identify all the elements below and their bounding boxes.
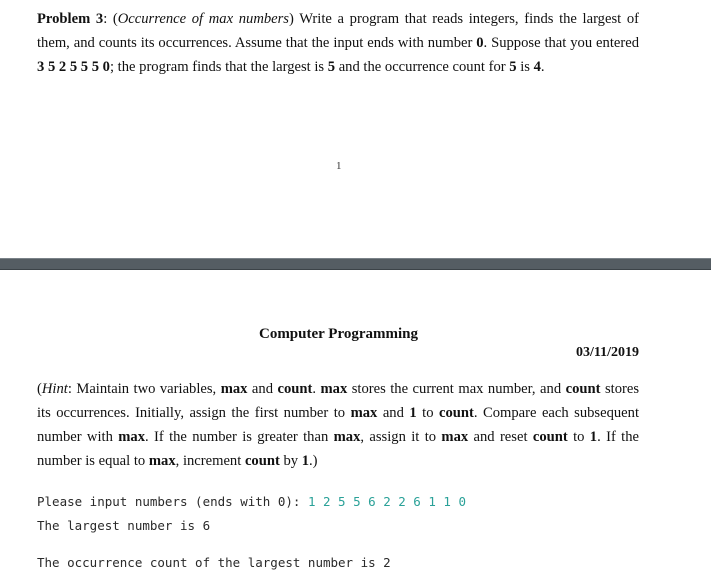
problem-text: ) Write a program that reads integers, finds the largest of them, and counts its occurrences. Assume that the input ends with number <box>37 11 639 51</box>
hint-text: : Maintain two variables, <box>67 381 221 397</box>
keyword-count: count <box>277 381 313 397</box>
problem-text: ; the program finds that the largest is <box>109 59 328 75</box>
keyword-count: count <box>438 405 474 421</box>
keyword-max: max <box>333 429 361 445</box>
console-prompt-line <box>37 494 466 510</box>
hint-text: stores the current max number, and <box>347 381 566 397</box>
keyword-max: max <box>220 381 248 397</box>
keyword-max: max <box>441 429 469 445</box>
keyword-max: max <box>148 453 176 469</box>
problem-subtitle: Occurrence of max numbers <box>117 11 289 27</box>
keyword-max: max <box>350 405 378 421</box>
end-number: 0 <box>476 35 484 51</box>
hint-text: . If the number is greater than <box>145 429 334 445</box>
problem-text: . Suppose that you entered <box>483 35 639 51</box>
hint-text: ( <box>37 381 42 397</box>
keyword-count: count <box>565 381 601 397</box>
console-output-count: The occurrence count of the largest number is 2 <box>37 555 391 570</box>
problem-text: . <box>540 59 545 75</box>
hint-text: to <box>416 405 439 421</box>
largest-value: 5 <box>327 59 336 75</box>
page-number: 1 <box>336 160 342 172</box>
keyword-one: 1 <box>301 453 309 469</box>
count-for-value: 5 <box>509 59 517 75</box>
hint-text: . Compare each subsequent number with <box>37 405 640 445</box>
page-header-title: Computer Programming <box>258 326 418 342</box>
problem-text: is <box>516 59 534 75</box>
page-header-date: 03/11/2019 <box>575 345 639 360</box>
problem-label: Problem 3 <box>37 11 104 27</box>
hint-text: to <box>567 429 590 445</box>
hint-text: stores its occurrences. Initially, assign the first number to <box>37 381 640 421</box>
page-top <box>0 0 711 258</box>
hint-label: Hint <box>41 381 68 397</box>
page-separator <box>0 258 711 270</box>
keyword-count: count <box>532 429 568 445</box>
hint-text: and <box>247 381 278 397</box>
console-input: 1 2 5 5 6 2 2 6 1 1 0 <box>307 494 466 509</box>
hint-text: and <box>377 405 410 421</box>
example-input: 3 5 2 5 5 5 0 <box>37 59 110 75</box>
count-value: 4 <box>533 59 541 75</box>
console-prompt: Please input numbers (ends with 0): <box>37 494 308 509</box>
hint-paragraph <box>37 377 639 473</box>
problem-text: : ( <box>103 11 118 27</box>
keyword-max: max <box>118 429 145 445</box>
hint-text: , increment <box>175 453 245 469</box>
keyword-one: 1 <box>409 405 417 421</box>
problem-text: and the occurrence count for <box>335 59 510 75</box>
keyword-count: count <box>244 453 280 469</box>
console-output-largest: The largest number is 6 <box>37 518 211 533</box>
hint-text: . <box>312 381 321 397</box>
hint-text: .) <box>309 453 318 469</box>
hint-text: by <box>279 453 302 469</box>
hint-text: , assign it to <box>360 429 442 445</box>
problem-statement <box>37 7 639 79</box>
hint-text: and reset <box>468 429 533 445</box>
keyword-max: max <box>320 381 348 397</box>
keyword-one: 1 <box>589 429 598 445</box>
hint-text: . If the number is equal to <box>37 429 639 469</box>
